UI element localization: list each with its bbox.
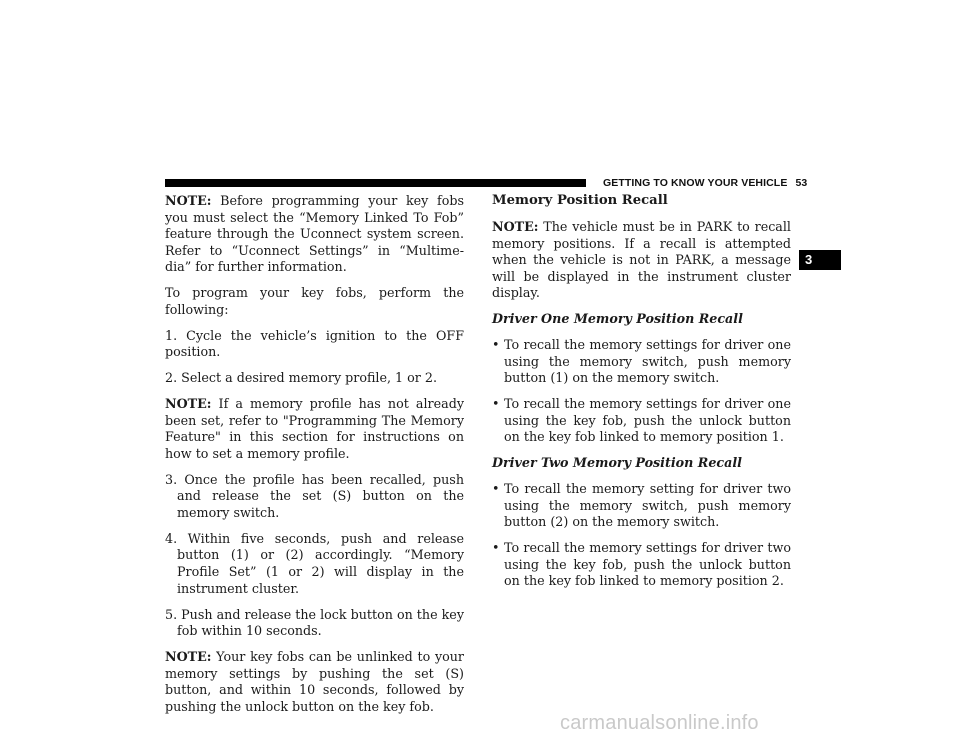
note-label: NOTE:: [165, 193, 212, 208]
note-memory-profile: [165, 396, 464, 462]
note-key-fob-programming: [165, 193, 464, 276]
intro-paragraph: To program your key fobs, perform the following:: [165, 285, 464, 317]
note-unlink-fobs: [165, 649, 464, 715]
driver-one-heading: Driver One Memory Position Recall: [492, 311, 743, 327]
chapter-tab: 3: [799, 250, 841, 270]
header-rule: [165, 179, 586, 187]
note-park-required: [492, 219, 791, 302]
list-item: [492, 540, 791, 590]
note-label: NOTE:: [492, 218, 539, 234]
list-item: [492, 481, 791, 531]
note-label: NOTE:: [165, 396, 212, 412]
watermark: carmanualsonline.info: [560, 712, 759, 734]
bullet-icon: •: [492, 337, 500, 353]
bullet-icon: •: [492, 481, 500, 497]
step-2: 2. Select a desired memory profile, 1 or 2.: [165, 370, 438, 386]
bullet-text: To recall the memory settings for driver one using the key fob, push the unlock button on the key fob linked to memory position 1.: [504, 396, 791, 445]
bullet-icon: •: [492, 396, 500, 412]
note-label: NOTE:: [165, 649, 212, 665]
right-column: [492, 193, 791, 599]
note-text: If a memory profile has not already been set, refer to "Programming The Memory Feature" in this section for instructions on how to set a memory profile.: [165, 396, 464, 461]
note-text: Your key fobs can be unlinked to your memory settings by pushing the set (S) button, and within 10 seconds, followed by pushing the unlock button on the key fob.: [165, 649, 464, 714]
step-4: 4. Within five seconds, push and release button (1) or (2) accordingly. “Memory Profile Set” (1 or 2) will display in the instrument cluster.: [165, 530, 464, 596]
list-item: [492, 396, 791, 446]
driver-two-heading: Driver Two Memory Position Recall: [492, 455, 742, 471]
page-number: 53: [795, 177, 808, 189]
running-header: [603, 175, 807, 191]
section-heading: Memory Position Recall: [492, 193, 668, 208]
note-text: Before programming your key fobs you must select the “Memory Linked To Fob” feature through the Uconnect system screen. Refer to “Uconnect Settings” in “Multime-dia” for further information.: [165, 193, 464, 275]
bullet-text: To recall the memory setting for driver two using the memory switch, push memory button (2) on the memory switch.: [504, 481, 791, 530]
bullet-text: To recall the memory settings for driver one using the memory switch, push memory button (1) on the memory switch.: [504, 337, 791, 386]
left-column: [165, 193, 464, 725]
note-text: The vehicle must be in PARK to recall memory positions. If a recall is attempted when the vehicle is not in PARK, a message will be displayed in the instrument cluster display.: [492, 218, 791, 301]
bullet-text: To recall the memory settings for driver two using the key fob, push the unlock button on the key fob linked to memory position 2.: [504, 540, 791, 589]
step-5: 5. Push and release the lock button on the key fob within 10 seconds.: [165, 606, 464, 639]
step-3: 3. Once the profile has been recalled, push and release the set (S) button on the memory switch.: [165, 471, 464, 520]
bullet-icon: •: [492, 540, 500, 556]
step-1: 1. Cycle the vehicle’s ignition to the OFF position.: [165, 327, 464, 360]
list-item: [492, 337, 791, 387]
section-title: GETTING TO KNOW YOUR VEHICLE: [603, 177, 788, 189]
